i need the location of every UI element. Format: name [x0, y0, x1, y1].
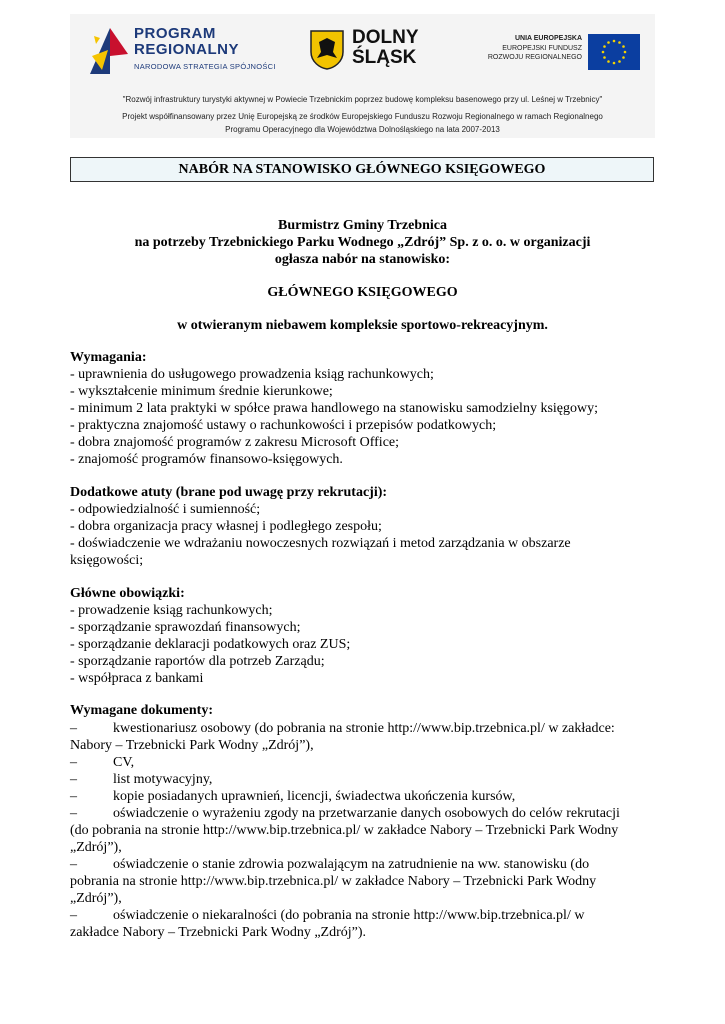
document-item-cont: zakładce Nabory – Trzebnicki Park Wodny „Zdrój”). [70, 925, 367, 940]
project-title: "Rozwój infrastruktury turystyki aktywnej w Powiecie Trzebnickim poprzez budowę kompleksu basenowego przy ul. Leśnej w Trzebnicy" [122, 95, 603, 104]
document-item: oświadczenie o niekaralności (do pobrania na stronie http://www.bip.trzebnica.pl/ w [113, 908, 585, 923]
cofinance-line2: Programu Operacyjnego dla Województwa Dolnośląskiego na lata 2007-2013 [225, 125, 500, 134]
dolny-slask-logo [310, 28, 440, 78]
extras-heading: Dodatkowe atuty (brane pod uwagę przy rekrutacji): [70, 485, 388, 500]
position-title: GŁÓWNEGO KSIĘGOWEGO [267, 285, 458, 300]
list-item: - znajomość programów finansowo-księgowych. [70, 452, 343, 467]
list-item: - minimum 2 lata praktyki w spółce prawa handlowego na stanowisku samodzielny księgowy; [70, 401, 599, 416]
list-item: księgowości; [70, 553, 144, 568]
dash-bullet: – [70, 857, 77, 872]
program-regionalny-logo [88, 22, 278, 82]
list-item: - sporządzanie sprawozdań finansowych; [70, 620, 301, 635]
list-item: - sporządzanie raportów dla potrzeb Zarządu; [70, 654, 325, 669]
dash-bullet: – [70, 908, 77, 923]
intro-line3: ogłasza nabór na stanowisko: [274, 252, 451, 267]
document-item: kwestionariusz osobowy (do pobrania na stronie http://www.bip.trzebnica.pl/ w zakładce: [113, 721, 615, 736]
list-item: - dobra znajomość programów z zakresu Microsoft Office; [70, 435, 400, 450]
location-line: w otwieranym niebawem kompleksie sportowo-rekreacyjnym. [177, 318, 548, 333]
document-item-cont: (do pobrania na stronie http://www.bip.trzebnica.pl/ w zakładce Nabory – Trzebnicki Park Wodny [70, 823, 619, 838]
list-item: - sporządzanie deklaracji podatkowych oraz ZUS; [70, 637, 351, 652]
cofinance-line1: Projekt współfinansowany przez Unię Europejską ze środków Europejskiego Funduszu Rozwoju Regionalnego w ramach Regionalnego [122, 112, 603, 121]
dolny-slask-line1: DOLNY [352, 27, 419, 48]
eu-fund-logo [470, 30, 640, 74]
documents-heading: Wymagane dokumenty: [70, 703, 213, 718]
document-item: CV, [113, 755, 135, 770]
program-regionalny-line1: PROGRAM [134, 25, 216, 42]
document-item: oświadczenie o wyrażeniu zgody na przetwarzanie danych osobowych do celów rekrutacji [113, 806, 620, 821]
dash-bullet: – [70, 721, 77, 736]
document-item: list motywacyjny, [113, 772, 213, 787]
list-item: - współpraca z bankami [70, 671, 204, 686]
document-item: oświadczenie o stanie zdrowia pozwalającym na zatrudnienie na ww. stanowisku (do [113, 857, 590, 872]
list-item: - odpowiedzialność i sumienność; [70, 502, 261, 517]
list-item: - prowadzenie ksiąg rachunkowych; [70, 603, 273, 618]
requirements-heading: Wymagania: [70, 350, 147, 365]
eu-flag-icon [588, 34, 640, 70]
document-item-cont: „Zdrój”), [70, 840, 122, 855]
list-item: - dobra organizacja pracy własnej i podległego zespołu; [70, 519, 382, 534]
intro-line1: Burmistrz Gminy Trzebnica [277, 218, 448, 233]
dash-bullet: – [70, 789, 77, 804]
eu-line1: UNIA EUROPEJSKA [514, 35, 582, 42]
program-regionalny-mark-icon [88, 26, 130, 76]
eagle-shield-icon [310, 30, 344, 70]
page-title: NABÓR NA STANOWISKO GŁÓWNEGO KSIĘGOWEGO [70, 157, 654, 182]
dolny-slask-line2: ŚLĄSK [352, 47, 417, 68]
dash-bullet: – [70, 772, 77, 787]
dash-bullet: – [70, 755, 77, 770]
duties-heading: Główne obowiązki: [70, 586, 185, 601]
eu-line2: EUROPEJSKI FUNDUSZ [502, 45, 582, 52]
program-regionalny-line3: NARODOWA STRATEGIA SPÓJNOŚCI [134, 62, 276, 71]
list-item: - praktyczna znajomość ustawy o rachunkowości i przepisów podatkowych; [70, 418, 497, 433]
list-item: - doświadczenie we wdrażaniu nowoczesnych rozwiązań i metod zarządzania w obszarze [70, 536, 571, 551]
document-item-cont: pobrania na stronie http://www.bip.trzebnica.pl/ w zakładce Nabory – Trzebnicki Park Wodny [70, 874, 597, 889]
document-item-cont: „Zdrój”), [70, 891, 122, 906]
eu-line3: ROZWOJU REGIONALNEGO [487, 54, 582, 61]
program-regionalny-line2: REGIONALNY [134, 41, 240, 58]
document-item-cont: Nabory – Trzebnicki Park Wodny „Zdrój”), [70, 738, 314, 753]
list-item: - wykształcenie minimum średnie kierunkowe; [70, 384, 333, 399]
document-item: kopie posiadanych uprawnień, licencji, świadectwa ukończenia kursów, [113, 789, 516, 804]
intro-line2: na potrzeby Trzebnickiego Parku Wodnego „Zdrój” Sp. z o. o. w organizacji [134, 235, 591, 250]
dash-bullet: – [70, 806, 77, 821]
list-item: - uprawnienia do usługowego prowadzenia ksiąg rachunkowych; [70, 367, 434, 382]
